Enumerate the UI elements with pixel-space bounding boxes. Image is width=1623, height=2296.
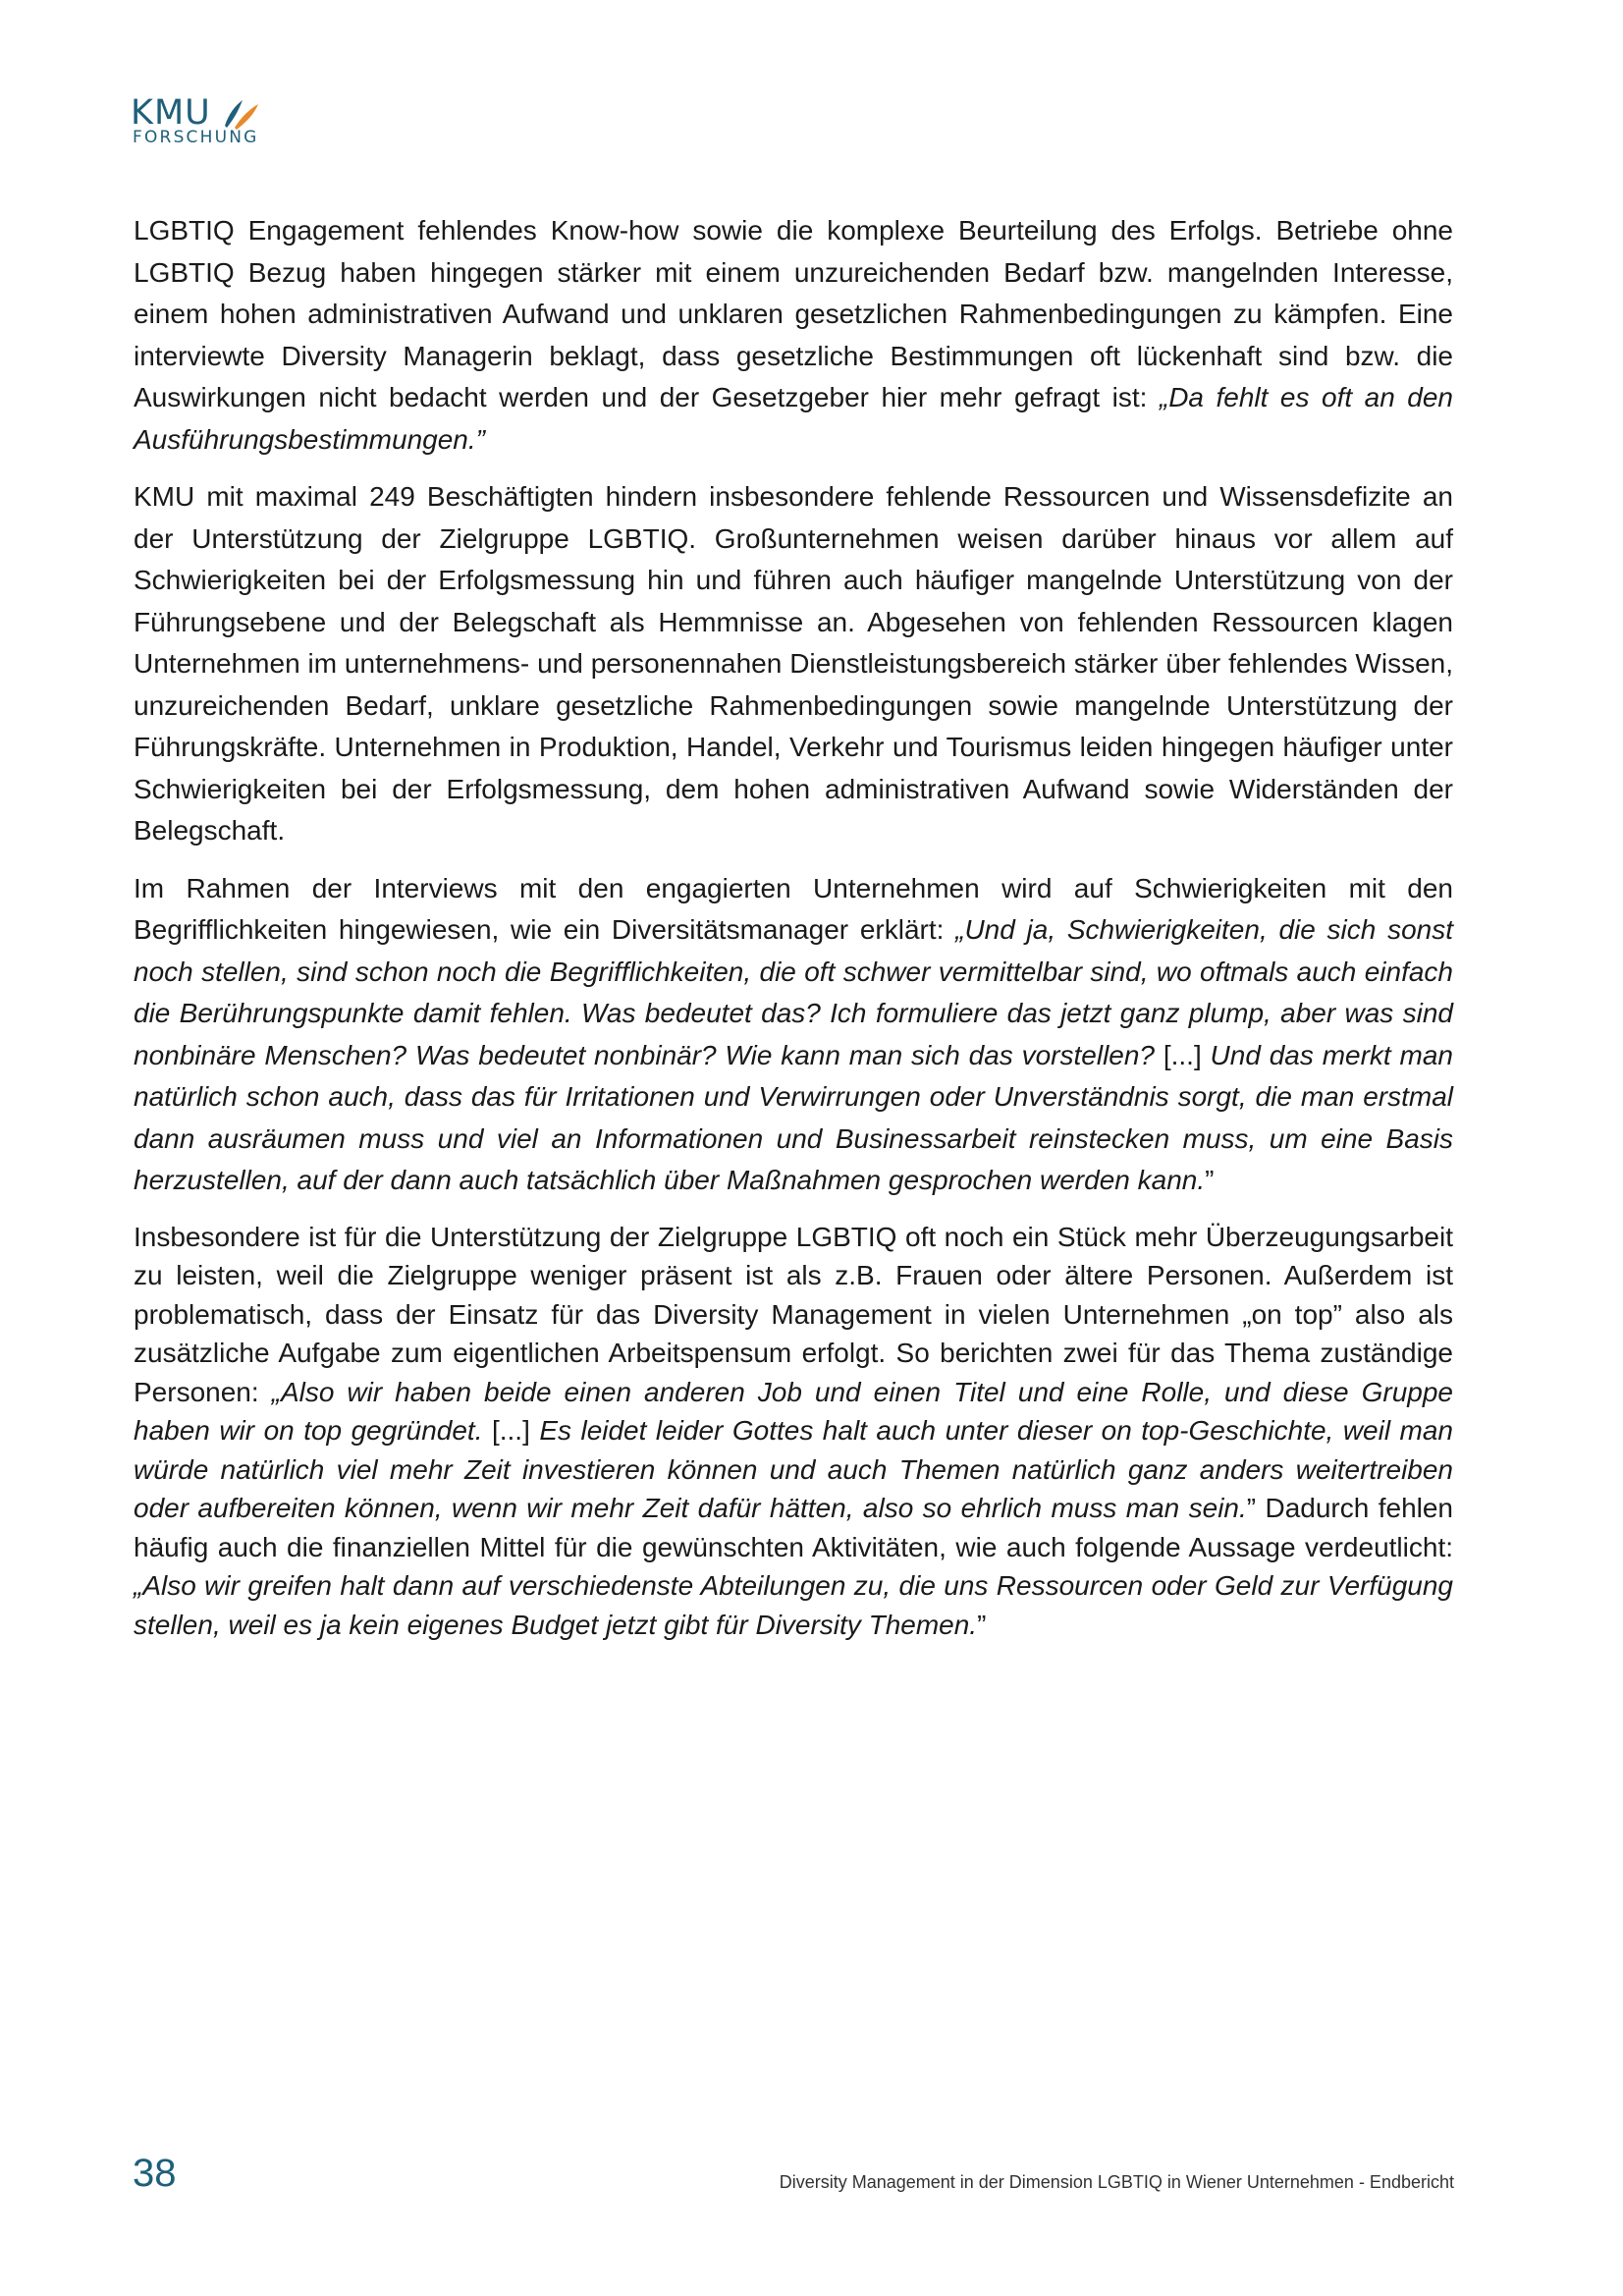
quote-text: „Und ja, Schwierigkeiten, die sich sonst noch stellen, sind schon noch die Begrifflichkeiten, die oft schwer vermittelbar sind, wo oftmals auch einfach die Berührungspunkte damit fehlen. Was bedeutet das? Ich formuliere das jetzt ganz plump, aber was sind nonbinäre Menschen? Was bedeutet nonbinär? Wie kann man sich das vorstellen? (134, 914, 1453, 1070)
paragraph (134, 210, 1453, 461)
page-number: 38 (133, 2152, 177, 2195)
quote-text: Es leidet leider Gottes halt auch unter dieser on top-Geschichte, weil man würde natürlich viel mehr Zeit investieren können und auch Themen natürlich ganz anders weitertreiben oder aufbereiten können, wenn wir mehr Zeit dafür hätten, also so ehrlich muss man sein. (134, 1415, 1453, 1523)
paragraph-text: Im Rahmen der Interviews mit den engagierten Unternehmen wird auf Schwierigkeiten mit den Begrifflichkeiten hingewiesen, wie ein Diversitätsmanager erklärt: (134, 872, 1453, 945)
paragraph-text: LGBTIQ Engagement fehlendes Know-how sowie die komplexe Beurteilung des Erfolgs. Betriebe ohne LGBTIQ Bezug haben hingegen stärker mit einem unzureichenden Bedarf bzw. mangelnden Interesse, einem hohen administrativen Aufwand und unklaren gesetzlichen Rahmenbedingungen zu kämpfen. Eine interviewte Diversity Managerin beklagt, dass gesetzliche Bestimmungen oft lückenhaft sind bzw. die Auswirkungen nicht bedacht werden und der Gesetzgeber hier mehr gefragt ist: (134, 215, 1453, 412)
paragraph (134, 868, 1453, 1202)
logo-main-text: KMU (131, 93, 211, 133)
ellipsis-text: [...] (482, 1415, 540, 1446)
logo-leaf-icon (221, 96, 260, 130)
closing-quote: ” (1205, 1165, 1215, 1195)
paragraph-text: Insbesondere ist für die Unterstützung der Zielgruppe LGBTIQ oft noch ein Stück mehr Überzeugungsarbeit zu leisten, weil die Zielgruppe weniger präsent ist als z.B. Frauen oder ältere Personen. Außerdem ist problematisch, dass der Einsatz für das Diversity Management in vielen Unternehmen „on top” also als zusätzliche Aufgabe zum eigentlichen Arbeitspensum erfolgt. So berichten zwei für das Thema zuständige Personen: (134, 1221, 1453, 1407)
kmu-forschung-logo (131, 94, 268, 157)
paragraph (134, 476, 1453, 852)
ellipsis-text: [...] (1155, 1039, 1211, 1070)
quote-text: „Also wir greifen halt dann auf verschiedenste Abteilungen zu, die uns Ressourcen oder Geld zur Verfügung stellen, weil es ja kein eigenes Budget jetzt gibt für Diversity Themen. (134, 1570, 1453, 1640)
quote-text: „Da fehlt es oft an den Ausführungsbestimmungen.” (134, 382, 1453, 455)
closing-quote: ” (977, 1609, 987, 1640)
paragraph (134, 1218, 1453, 1645)
quote-text: „Also wir haben beide einen anderen Job und einen Titel und eine Rolle, und diese Gruppe haben wir on top gegründet. (134, 1376, 1453, 1446)
quote-text: Und das merkt man natürlich schon auch, dass das für Irritationen und Verwirrungen oder Unverständnis sorgt, die man erstmal dann ausräumen muss und viel an Informationen und Businessarbeit reinstecken muss, um eine Basis herzustellen, auf der dann auch tatsächlich über Maßnahmen gesprochen werden kann. (134, 1039, 1453, 1195)
paragraph-text: KMU mit maximal 249 Beschäftigten hindern insbesondere fehlende Ressourcen und Wissensdefizite an der Unterstützung der Zielgruppe LGBTIQ. Großunternehmen weisen darüber hinaus vor allem auf Schwierigkeiten bei der Erfolgsmessung hin und führen auch häufiger mangelnde Unterstützung von der Führungsebene und der Belegschaft als Hemmnisse an. Abgesehen von fehlenden Ressourcen klagen Unternehmen im unternehmens- und personennahen Dienstleistungsbereich stärker über fehlendes Wissen, unzureichenden Bedarf, unklare gesetzliche Rahmenbedingungen sowie mangelnde Unterstützung der Führungskräfte. Unternehmen in Produktion, Handel, Verkehr und Tourismus leiden hingegen häufiger unter Schwierigkeiten bei der Erfolgsmessung, dem hohen administrativen Aufwand sowie Widerständen der Belegschaft. (134, 481, 1453, 846)
body-text (134, 210, 1453, 1660)
logo-sub-text: FORSCHUNG (133, 128, 259, 147)
paragraph-text: ” Dadurch fehlen häufig auch die finanziellen Mittel für die gewünschten Aktivitäten, wie auch folgende Aussage verdeutlicht: (134, 1493, 1454, 1562)
footer-title: Diversity Management in der Dimension LGBTIQ in Wiener Unternehmen - Endbericht (779, 2172, 1454, 2192)
